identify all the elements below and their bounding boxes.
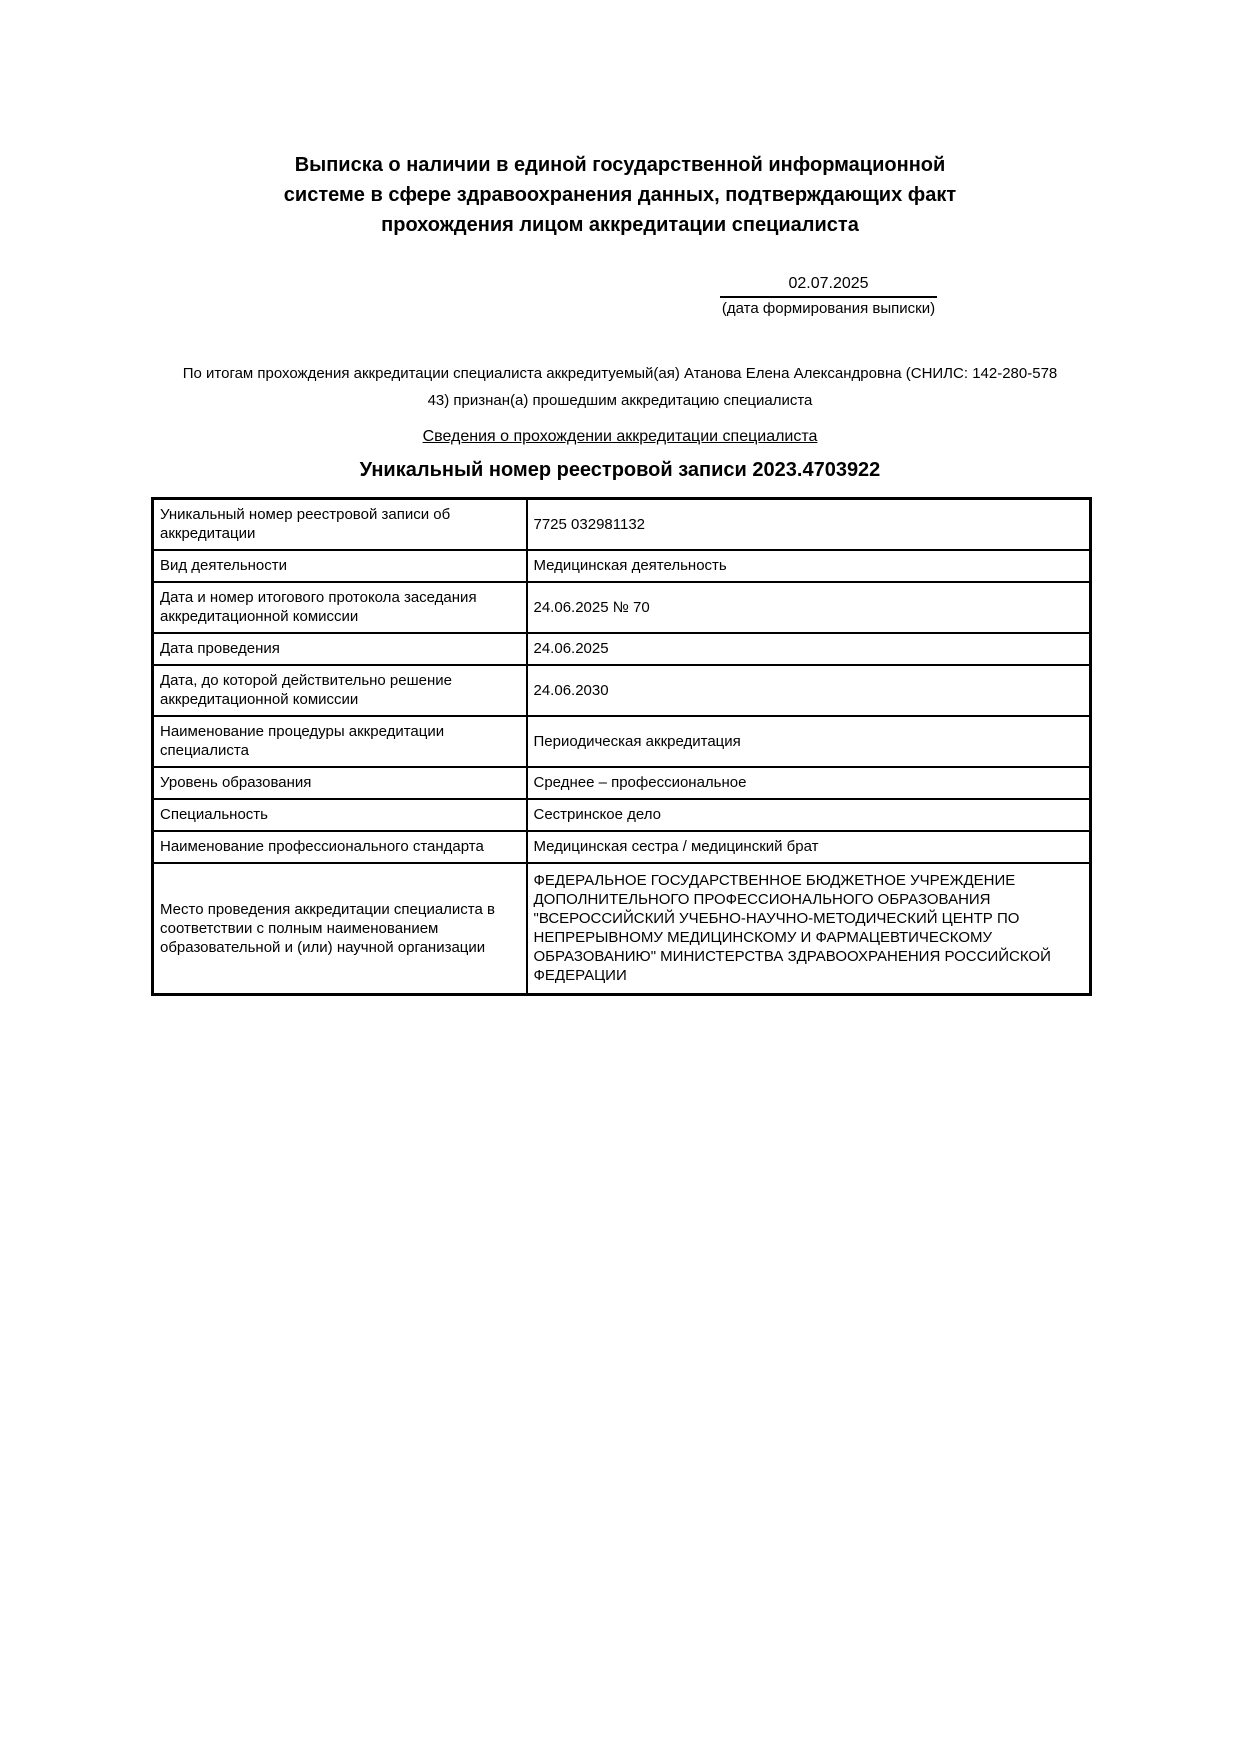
row-label-cell: Дата, до которой действительно решение аккредитационной комиссии [153, 665, 527, 716]
row-label-cell: Уровень образования [153, 767, 527, 799]
formation-date-block [720, 272, 937, 317]
intro-paragraph [0, 360, 1240, 414]
row-value-cell: Сестринское дело [527, 799, 1091, 831]
row-label-cell: Уникальный номер реестровой записи об аккредитации [153, 499, 527, 550]
table-row [153, 716, 1091, 767]
row-label-cell: Специальность [153, 799, 527, 831]
table-row [153, 863, 1091, 995]
row-label-cell: Наименование процедуры аккредитации специалиста [153, 716, 527, 767]
document-title-line-3: прохождения лицом аккредитации специалиста [381, 214, 859, 236]
intro-line-1: По итогам прохождения аккредитации специалиста аккредитуемый(ая) Атанова Елена Александровна (СНИЛС: 142-280-578 [182, 365, 1058, 382]
row-value-cell: 24.06.2025 № 70 [527, 582, 1091, 633]
row-label-cell: Дата проведения [153, 633, 527, 665]
row-label-cell: Вид деятельности [153, 550, 527, 582]
section-heading: Сведения о прохождении аккредитации специалиста [422, 428, 818, 445]
table-row [153, 550, 1091, 582]
row-value-cell: 24.06.2025 [527, 633, 1091, 665]
row-value-cell: Среднее – профессиональное [527, 767, 1091, 799]
document-title-line-1: Выписка о наличии в единой государственной информационной [294, 154, 946, 176]
table-row [153, 665, 1091, 716]
row-label-cell: Место проведения аккредитации специалиста в соответствии с полным наименованием образовательной и (или) научной организации [153, 863, 527, 995]
row-label-cell: Дата и номер итогового протокола заседания аккредитационной комиссии [153, 582, 527, 633]
formation-date-caption: (дата формирования выписки) [721, 300, 936, 317]
table-row [153, 633, 1091, 665]
table-row [153, 499, 1091, 550]
row-value-cell: Периодическая аккредитация [527, 716, 1091, 767]
row-value-cell: Медицинская деятельность [527, 550, 1091, 582]
intro-line-2: 43) признан(а) прошедшим аккредитацию специалиста [427, 392, 813, 409]
document-title [0, 150, 1240, 240]
row-value-cell: ФЕДЕРАЛЬНОЕ ГОСУДАРСТВЕННОЕ БЮДЖЕТНОЕ УЧРЕЖДЕНИЕ ДОПОЛНИТЕЛЬНОГО ПРОФЕССИОНАЛЬНОГО ОБРАЗОВАНИЯ "ВСЕРОССИЙСКИЙ УЧЕБНО-НАУЧНО-МЕТОДИЧЕСКИЙ ЦЕНТР ПО НЕПРЕРЫВНОМУ МЕДИЦИНСКОМУ И ФАРМАЦЕВТИЧЕСКОМУ ОБРАЗОВАНИЮ" МИНИСТЕРСТВА ЗДРАВООХРАНЕНИЯ РОССИЙСКОЙ ФЕДЕРАЦИИ [527, 863, 1091, 995]
accreditation-table [151, 497, 1092, 996]
row-value-cell: 24.06.2030 [527, 665, 1091, 716]
row-value-cell: Медицинская сестра / медицинский брат [527, 831, 1091, 863]
table-row [153, 831, 1091, 863]
table-row [153, 582, 1091, 633]
row-label-cell: Наименование профессионального стандарта [153, 831, 527, 863]
table-row [153, 767, 1091, 799]
table-row [153, 799, 1091, 831]
row-value-cell: 7725 032981132 [527, 499, 1091, 550]
document-title-line-2: системе в сфере здравоохранения данных, подтверждающих факт [283, 184, 957, 206]
formation-date: 02.07.2025 [720, 272, 937, 298]
registry-record-heading: Уникальный номер реестровой записи 2023.4703922 [359, 459, 881, 481]
